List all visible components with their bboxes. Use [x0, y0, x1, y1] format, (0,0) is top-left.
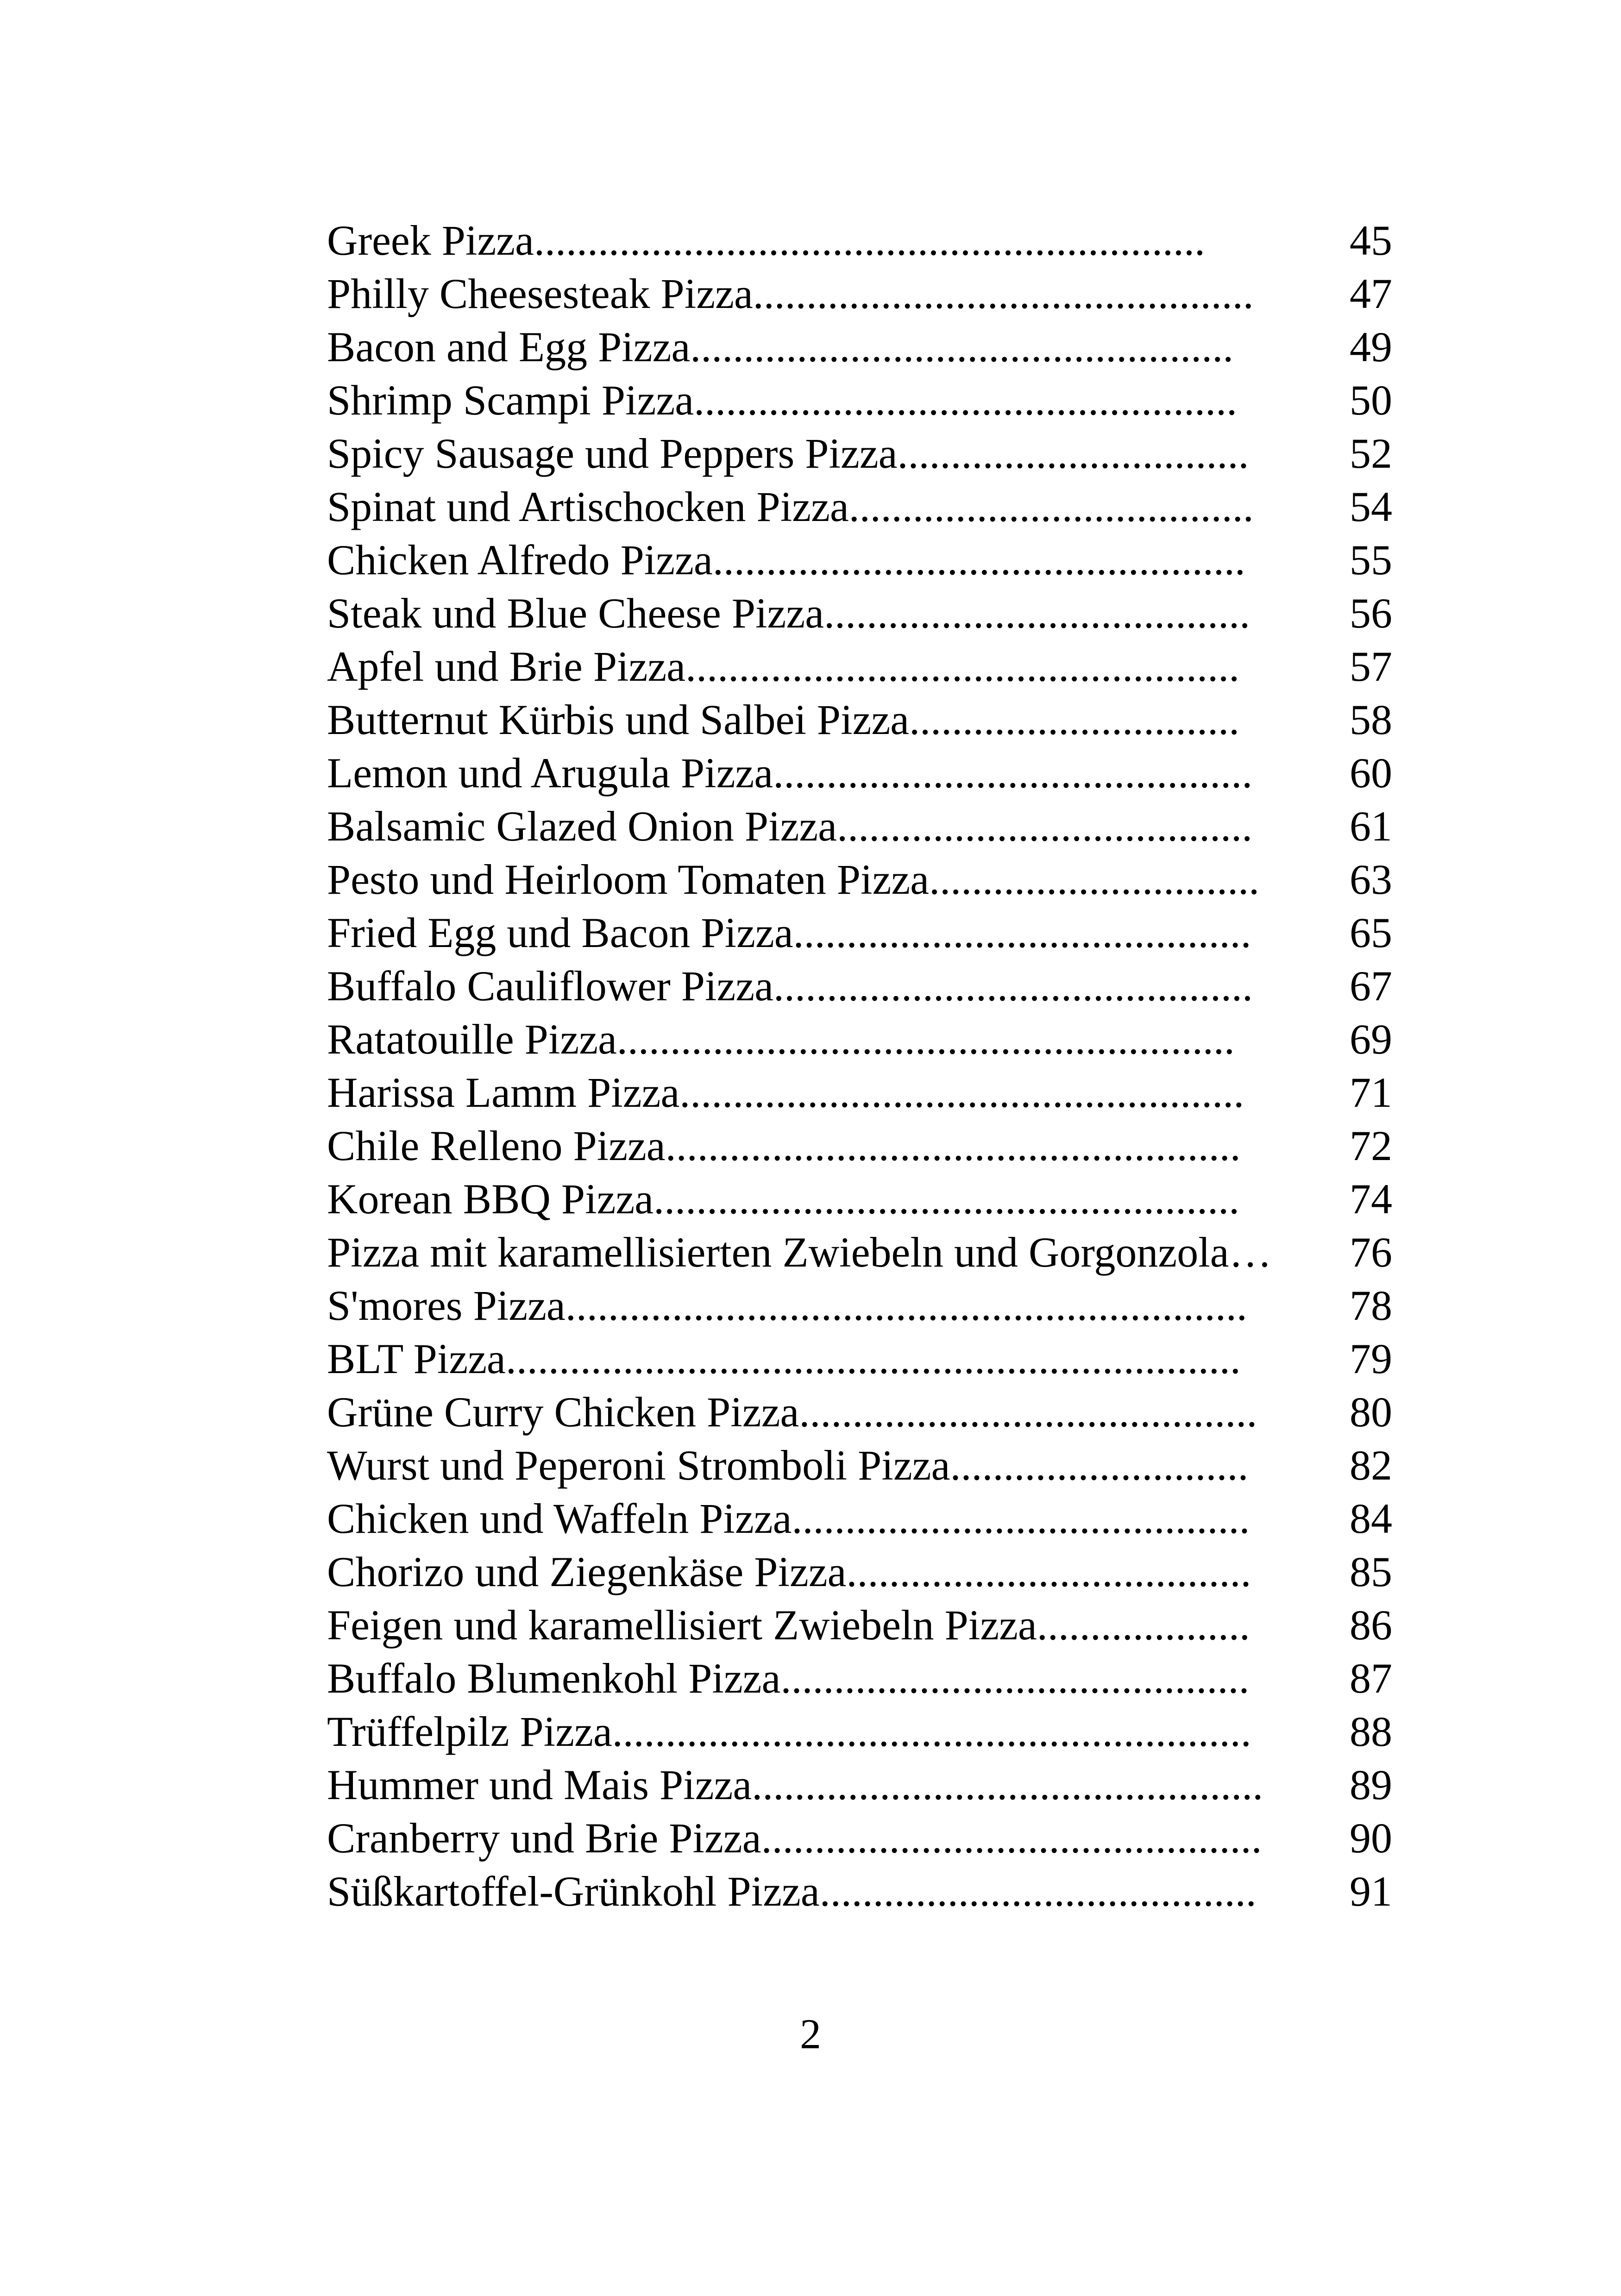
toc-entry-title: Cranberry und Brie Pizza	[327, 1814, 761, 1862]
toc-entry-leader: .......................................	[837, 803, 1253, 850]
toc-entry-leader: ...........................................	[792, 1495, 1250, 1542]
toc-entry-leader: ......................................................	[665, 1122, 1241, 1169]
toc-entry[interactable]	[327, 800, 1392, 853]
toc-entry-page: 80	[1350, 1388, 1392, 1436]
toc-entry-page: 79	[1350, 1335, 1392, 1382]
toc-entry-title: Chorizo und Ziegenkäse Pizza	[327, 1548, 847, 1595]
toc-entry[interactable]	[327, 747, 1392, 800]
toc-entry-leader: ...........................................	[793, 909, 1251, 956]
toc-entry[interactable]	[327, 1119, 1392, 1173]
toc-entry[interactable]	[327, 1173, 1392, 1226]
toc-entry[interactable]	[327, 1332, 1392, 1386]
toc-entry-title: Spinat und Artischocken Pizza	[327, 483, 849, 530]
toc-entry-title: Feigen und karamellisiert Zwiebeln Pizza	[327, 1601, 1037, 1649]
toc-entry-title: Fried Egg und Bacon Pizza	[327, 909, 793, 956]
toc-entry-title: Trüffelpilz Pizza	[327, 1708, 612, 1755]
toc-entry-leader: .............................................	[773, 749, 1253, 797]
toc-entry-leader: ........................................	[824, 590, 1250, 637]
toc-entry-page: 69	[1350, 1016, 1392, 1063]
toc-entry-leader: .........................................	[819, 1868, 1257, 1915]
toc-entry[interactable]	[327, 1758, 1392, 1812]
toc-entry-title: BLT Pizza	[327, 1335, 506, 1382]
toc-entry-leader: .....................................................	[679, 1069, 1244, 1116]
toc-entry-leader: ............................................................	[612, 1708, 1251, 1755]
toc-entry-leader: …	[1229, 1229, 1272, 1276]
toc-entry[interactable]	[327, 480, 1392, 533]
toc-entry-page: 57	[1350, 643, 1392, 690]
toc-entry-page: 87	[1350, 1655, 1392, 1702]
toc-entry[interactable]	[327, 960, 1392, 1013]
toc-entry-title: Butternut Kürbis und Salbei Pizza	[327, 696, 910, 743]
toc-entry-title: Grüne Curry Chicken Pizza	[327, 1388, 799, 1436]
toc-entry-leader: ...................................................	[690, 323, 1234, 370]
toc-entry-page: 54	[1350, 483, 1392, 530]
toc-entry-leader: ...................................................	[694, 376, 1238, 424]
toc-entry-page: 63	[1350, 856, 1392, 903]
toc-entry-leader: ................................................	[752, 1761, 1263, 1808]
toc-entry-title: Hummer und Mais Pizza	[327, 1761, 752, 1808]
toc-entry-leader: ..................................................	[712, 536, 1245, 583]
toc-entry-leader: ............................	[950, 1442, 1249, 1489]
toc-entry-title: Philly Cheesesteak Pizza	[327, 270, 753, 317]
toc-entry-page: 60	[1350, 749, 1392, 797]
toc-entry-page: 71	[1350, 1069, 1392, 1116]
toc-entry-page: 47	[1350, 270, 1392, 317]
toc-entry-title: Korean BBQ Pizza	[327, 1175, 654, 1223]
toc-entry[interactable]	[327, 1545, 1392, 1599]
toc-entry-page: 89	[1350, 1761, 1392, 1808]
toc-entry-leader: ............................................	[780, 1655, 1250, 1702]
toc-entry-title: Pizza mit karamellisierten Zwiebeln und Gorgonzola	[327, 1229, 1229, 1276]
toc-entry-page: 55	[1350, 536, 1392, 583]
toc-entry-page: 76	[1350, 1229, 1392, 1276]
toc-entry[interactable]	[327, 1066, 1392, 1119]
toc-entry-page: 86	[1350, 1601, 1392, 1649]
toc-entry-title: Harissa Lamm Pizza	[327, 1069, 680, 1116]
toc-entry-leader: ....................	[1037, 1601, 1250, 1649]
toc-entry[interactable]	[327, 533, 1392, 587]
toc-entry[interactable]	[327, 587, 1392, 640]
toc-entry-leader: ....................................................	[685, 643, 1240, 690]
toc-entry-page: 91	[1350, 1868, 1392, 1915]
toc-entry[interactable]	[327, 1865, 1392, 1918]
toc-entry[interactable]	[327, 1812, 1392, 1865]
toc-entry-page: 49	[1350, 323, 1392, 370]
toc-entry-title: Chicken Alfredo Pizza	[327, 536, 713, 583]
toc-entry[interactable]	[327, 1279, 1392, 1332]
toc-entry-leader: ...............................................	[761, 1814, 1262, 1862]
toc-entry[interactable]	[327, 1013, 1392, 1066]
toc-entry-leader: ......................................	[846, 1548, 1251, 1595]
toc-entry-title: Balsamic Glazed Onion Pizza	[327, 803, 837, 850]
toc-entry-leader: ......................................	[848, 483, 1254, 530]
toc-entry-page: 88	[1350, 1708, 1392, 1755]
toc-entry-page: 52	[1350, 430, 1392, 477]
toc-entry-leader: .................................	[897, 430, 1249, 477]
toc-entry-leader: .............................................	[773, 962, 1253, 1010]
table-of-contents	[327, 214, 1392, 1918]
toc-entry[interactable]	[327, 1599, 1392, 1652]
toc-entry-page: 67	[1350, 962, 1392, 1010]
toc-entry[interactable]	[327, 1652, 1392, 1705]
toc-entry-title: Chile Relleno Pizza	[327, 1122, 666, 1169]
toc-entry-page: 78	[1350, 1282, 1392, 1329]
toc-entry[interactable]	[327, 693, 1392, 747]
toc-entry[interactable]	[327, 853, 1392, 906]
toc-entry[interactable]	[327, 906, 1392, 960]
toc-entry-leader: .....................................................................	[505, 1335, 1241, 1382]
toc-entry-leader: ..........................................................	[616, 1016, 1235, 1063]
toc-entry-leader: .......................................................	[653, 1175, 1240, 1223]
toc-entry-title: Buffalo Cauliflower Pizza	[327, 962, 774, 1010]
toc-entry-title: Steak und Blue Cheese Pizza	[327, 590, 824, 637]
page-number: 2	[800, 2010, 821, 2058]
toc-entry-page: 85	[1350, 1548, 1392, 1595]
toc-entry[interactable]	[327, 1226, 1392, 1279]
toc-entry-page: 74	[1350, 1175, 1392, 1223]
toc-entry-title: Buffalo Blumenkohl Pizza	[327, 1655, 781, 1702]
toc-entry-leader: ...............................	[909, 696, 1240, 743]
toc-entry-leader: ................................................................	[565, 1282, 1247, 1329]
toc-entry-leader: ...............................................................	[534, 217, 1205, 264]
toc-entry[interactable]	[327, 427, 1392, 480]
toc-entry[interactable]	[327, 1439, 1392, 1492]
toc-entry-leader: ...............................................	[753, 270, 1254, 317]
toc-entry[interactable]	[327, 374, 1392, 427]
toc-entry-title: Apfel und Brie Pizza	[327, 643, 686, 690]
toc-entry-page: 56	[1350, 590, 1392, 637]
toc-entry-title: Chicken und Waffeln Pizza	[327, 1495, 792, 1542]
toc-entry[interactable]	[327, 214, 1392, 267]
toc-entry-title: Süßkartoffel-Grünkohl Pizza	[327, 1868, 820, 1915]
toc-entry-title: Greek Pizza	[327, 217, 534, 264]
toc-entry[interactable]	[327, 1705, 1392, 1758]
toc-entry-page: 58	[1350, 696, 1392, 743]
toc-entry-title: Spicy Sausage und Peppers Pizza	[327, 430, 898, 477]
toc-entry-title: Ratatouille Pizza	[327, 1016, 617, 1063]
toc-entry-title: Lemon und Arugula Pizza	[327, 749, 773, 797]
toc-entry-page: 82	[1350, 1442, 1392, 1489]
toc-entry-page: 61	[1350, 803, 1392, 850]
toc-entry-title: Bacon and Egg Pizza	[327, 323, 691, 370]
toc-entry-title: Shrimp Scampi Pizza	[327, 376, 694, 424]
toc-entry-leader: ...........................................	[799, 1388, 1257, 1436]
toc-entry-title: S'mores Pizza	[327, 1282, 565, 1329]
toc-entry[interactable]	[327, 1386, 1392, 1439]
toc-entry-page: 45	[1350, 217, 1392, 264]
toc-entry[interactable]	[327, 640, 1392, 693]
toc-entry[interactable]	[327, 320, 1392, 374]
toc-entry-page: 90	[1350, 1814, 1392, 1862]
toc-entry-page: 72	[1350, 1122, 1392, 1169]
toc-entry-title: Wurst und Peperoni Stromboli Pizza	[327, 1442, 950, 1489]
toc-entry-page: 84	[1350, 1495, 1392, 1542]
toc-entry-leader: ...............................	[929, 856, 1260, 903]
toc-entry-page: 65	[1350, 909, 1392, 956]
toc-entry[interactable]	[327, 1492, 1392, 1545]
toc-entry-title: Pesto und Heirloom Tomaten Pizza	[327, 856, 930, 903]
toc-entry[interactable]	[327, 267, 1392, 320]
toc-entry-page: 50	[1350, 376, 1392, 424]
